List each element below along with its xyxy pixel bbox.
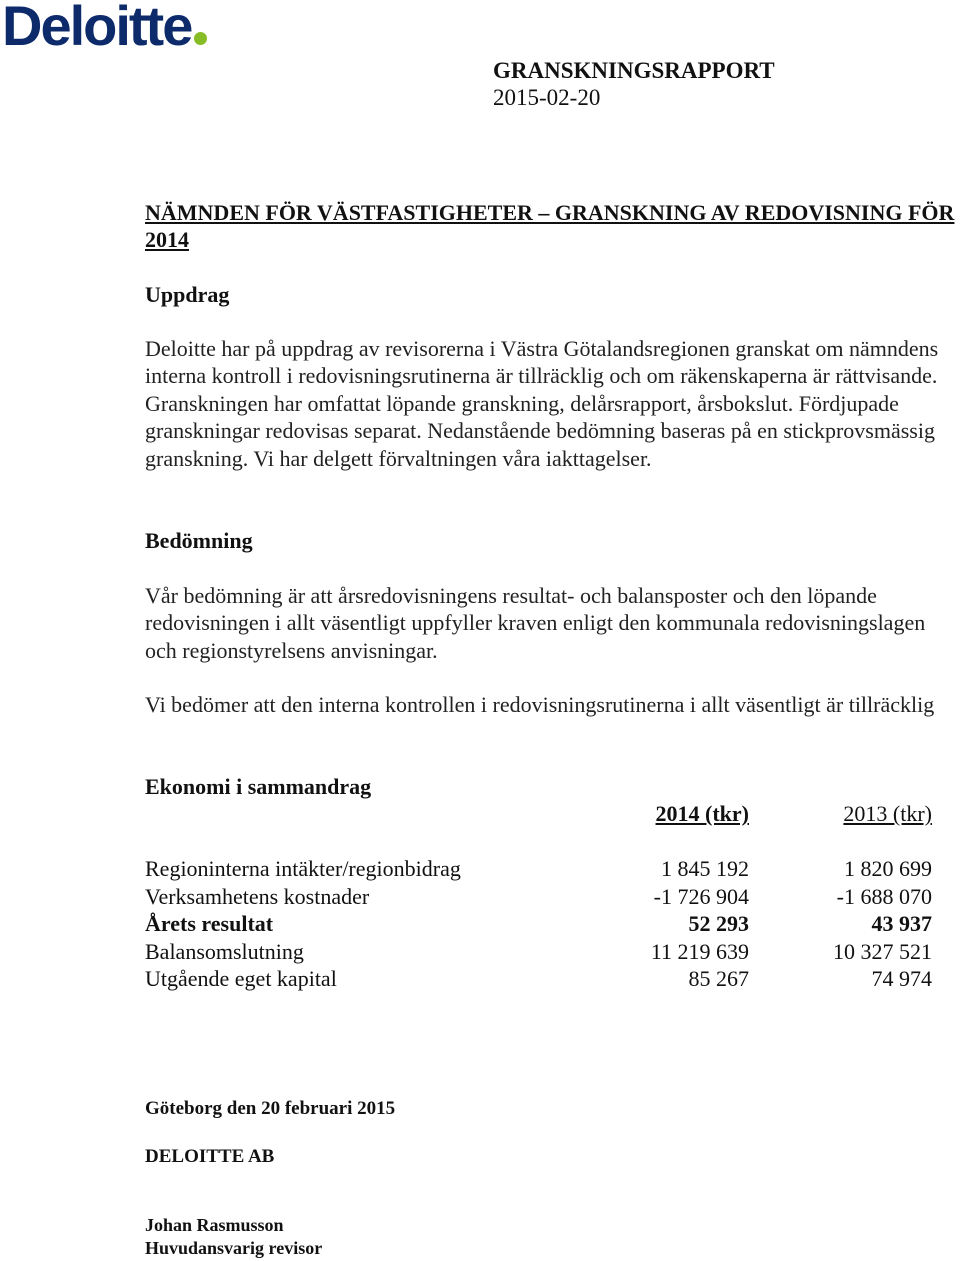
section-heading-uppdrag: Uppdrag	[145, 282, 230, 307]
section-heading-ekonomi: Ekonomi i sammandrag	[145, 774, 372, 799]
signature-role: Huvudansvarig revisor	[145, 1238, 323, 1258]
value-2013: 1 820 699	[844, 856, 932, 881]
column-header-2013: 2013 (tkr)	[843, 801, 932, 826]
paragraph-uppdrag: Deloitte har på uppdrag av revisorerna i Västra Götalandsregionen granskat om nämndens interna kontroll i redovisningsrutinerna är tillräcklig och om räkenskaperna är rättvisande. Granskningen har omfattat löpande granskning, delårsrapport, årsbokslut. Fördjupade granskningar redovisas separat. Nedanstående bedömning baseras på en stickprovsmässig granskning. Vi har delgett förvaltningen våra iakttagelser.	[145, 336, 939, 471]
logo-dot	[194, 32, 207, 45]
table-row	[145, 938, 935, 966]
column-header-2014: 2014 (tkr)	[655, 801, 749, 826]
row-label: Regioninterna intäkter/regionbidrag	[145, 856, 461, 881]
paragraph-bedomning-2: Vi bedömer att den interna kontrollen i redovisningsrutinerna i allt väsentligt är tillräcklig	[145, 692, 935, 717]
signature-place-date: Göteborg den 20 februari 2015	[145, 1098, 396, 1119]
signature-company: DELOITTE AB	[145, 1146, 275, 1167]
value-2014: 1 845 192	[661, 856, 749, 881]
row-label: Utgående eget kapital	[145, 966, 337, 991]
report-date: 2015-02-20	[493, 85, 601, 110]
report-title: GRANSKNINGSRAPPORT	[493, 58, 775, 83]
value-2014: 85 267	[688, 966, 749, 991]
value-2014: 11 219 639	[650, 938, 749, 964]
signature-name: Johan Rasmusson	[145, 1215, 284, 1235]
value-2013: -1 688 070	[836, 883, 932, 909]
value-2014: -1 726 904	[653, 883, 749, 909]
table-row-result	[145, 910, 935, 938]
table-row	[145, 965, 935, 993]
paragraph-bedomning-1: Vår bedömning är att årsredovisningens resultat- och balansposter och den löpande redovisningen i allt väsentligt uppfyller kraven enligt den kommunala redovisningslagen och regionstyrelsens anvisningar.	[145, 583, 926, 663]
table-row	[145, 883, 935, 911]
main-heading: NÄMNDEN FÖR VÄSTFASTIGHETER – GRANSKNING AV REDOVISNING FÖR 2014	[145, 200, 955, 252]
row-label: Verksamhetens kostnader	[145, 883, 370, 909]
value-2014: 52 293	[688, 911, 749, 936]
row-label: Årets resultat	[145, 911, 274, 936]
deloitte-logo	[2, 0, 207, 57]
value-2013: 74 974	[871, 966, 932, 991]
table-row	[145, 855, 935, 883]
section-heading-bedomning: Bedömning	[145, 528, 253, 553]
value-2013: 43 937	[871, 911, 932, 936]
logo-wordmark: Deloitte	[2, 0, 192, 57]
row-label: Balansomslutning	[145, 938, 304, 964]
value-2013: 10 327 521	[833, 938, 932, 964]
